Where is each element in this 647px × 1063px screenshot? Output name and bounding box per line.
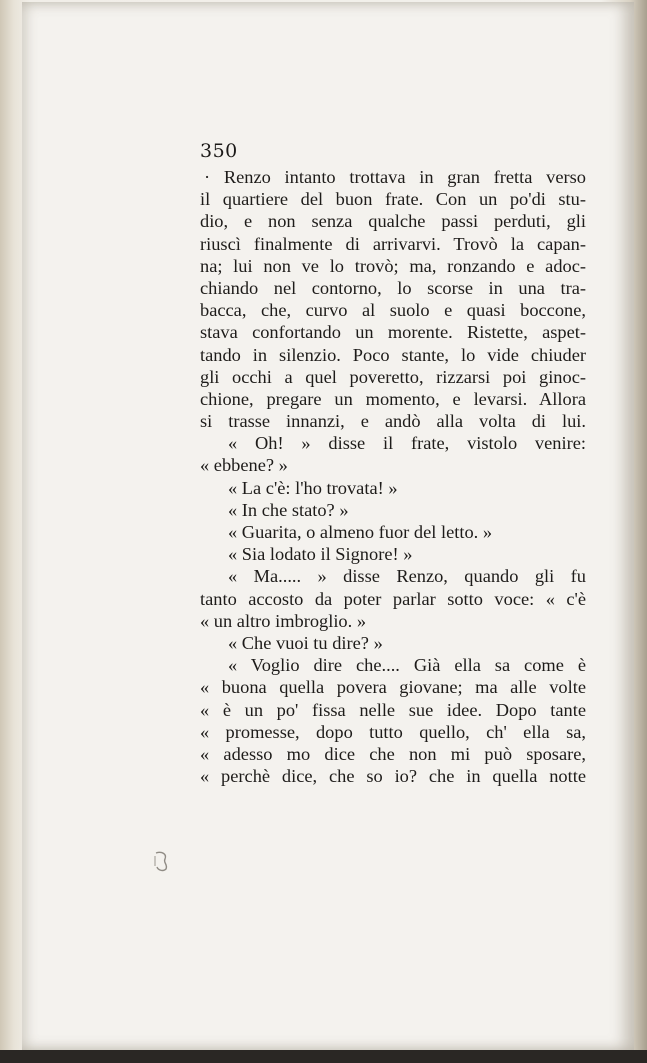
text-line: riuscì finalmente di arrivarvi. Trovò la capan- — [200, 233, 586, 254]
text-line: « Voglio dire che.... Già ella sa come è — [228, 655, 586, 676]
text-line: « promesse, dopo tutto quello, ch' ella sa, — [200, 721, 586, 742]
text-line: « Guarita, o almeno fuor del letto. » — [228, 522, 493, 542]
text-line: si trasse innanzi, e andò alla volta di lui. — [200, 411, 586, 432]
text-line: gli occhi a quel poveretto, rizzarsi poi ginoc- — [200, 366, 586, 387]
text-line: « buona quella povera giovane; ma alle volte — [200, 677, 586, 698]
text-line: « Che vuoi tu dire? » — [228, 632, 383, 653]
text-line: tanto accosto da poter parlar sotto voce: « c'è — [200, 588, 586, 609]
text-line: « perchè dice, che so io? che in quella notte — [200, 766, 586, 787]
text-line: na; lui non ve lo trovò; ma, ronzando e adoc- — [200, 255, 586, 276]
text-line: il quartiere del buon frate. Con un po'di stu- — [200, 189, 586, 210]
text-line: « Ma..... » disse Renzo, quando gli fu — [228, 566, 586, 587]
text-line: dio, e non senza qualche passi perduti, gli — [200, 211, 586, 232]
text-line: chione, pregare un momento, e levarsi. Allora — [200, 388, 586, 409]
text-line: « Sia lodato il Signore! » — [228, 544, 413, 565]
text-line: « In che stato? » — [228, 499, 349, 520]
text-line: « La c'è: l'ho trovata! » — [228, 477, 398, 498]
text-line: « adesso mo dice che non mi può sposare, — [200, 743, 586, 764]
text-line: stava confortando un morente. Ristette, aspet- — [200, 322, 586, 343]
page-number: 350 — [200, 140, 238, 162]
text-line: tando in silenzio. Poco stante, lo vide chiuder — [200, 344, 586, 365]
page-bottom-edge — [0, 1050, 647, 1063]
text-line: bacca, che, curvo al suolo e quasi boccone, — [200, 300, 586, 321]
text-line: « è un po' fissa nelle sue idee. Dopo tante — [200, 699, 586, 720]
body-text — [200, 166, 586, 787]
text-line: chiando nel contorno, lo scorse in una tra- — [200, 277, 586, 298]
ink-mark — [152, 850, 172, 872]
text-line: « ebbene? » — [200, 455, 288, 476]
text-line: « Oh! » disse il frate, vistolo venire: — [228, 433, 586, 454]
text-line: « un altro imbroglio. » — [200, 610, 367, 631]
text-line: · Renzo intanto trottava in gran fretta verso — [204, 167, 586, 187]
